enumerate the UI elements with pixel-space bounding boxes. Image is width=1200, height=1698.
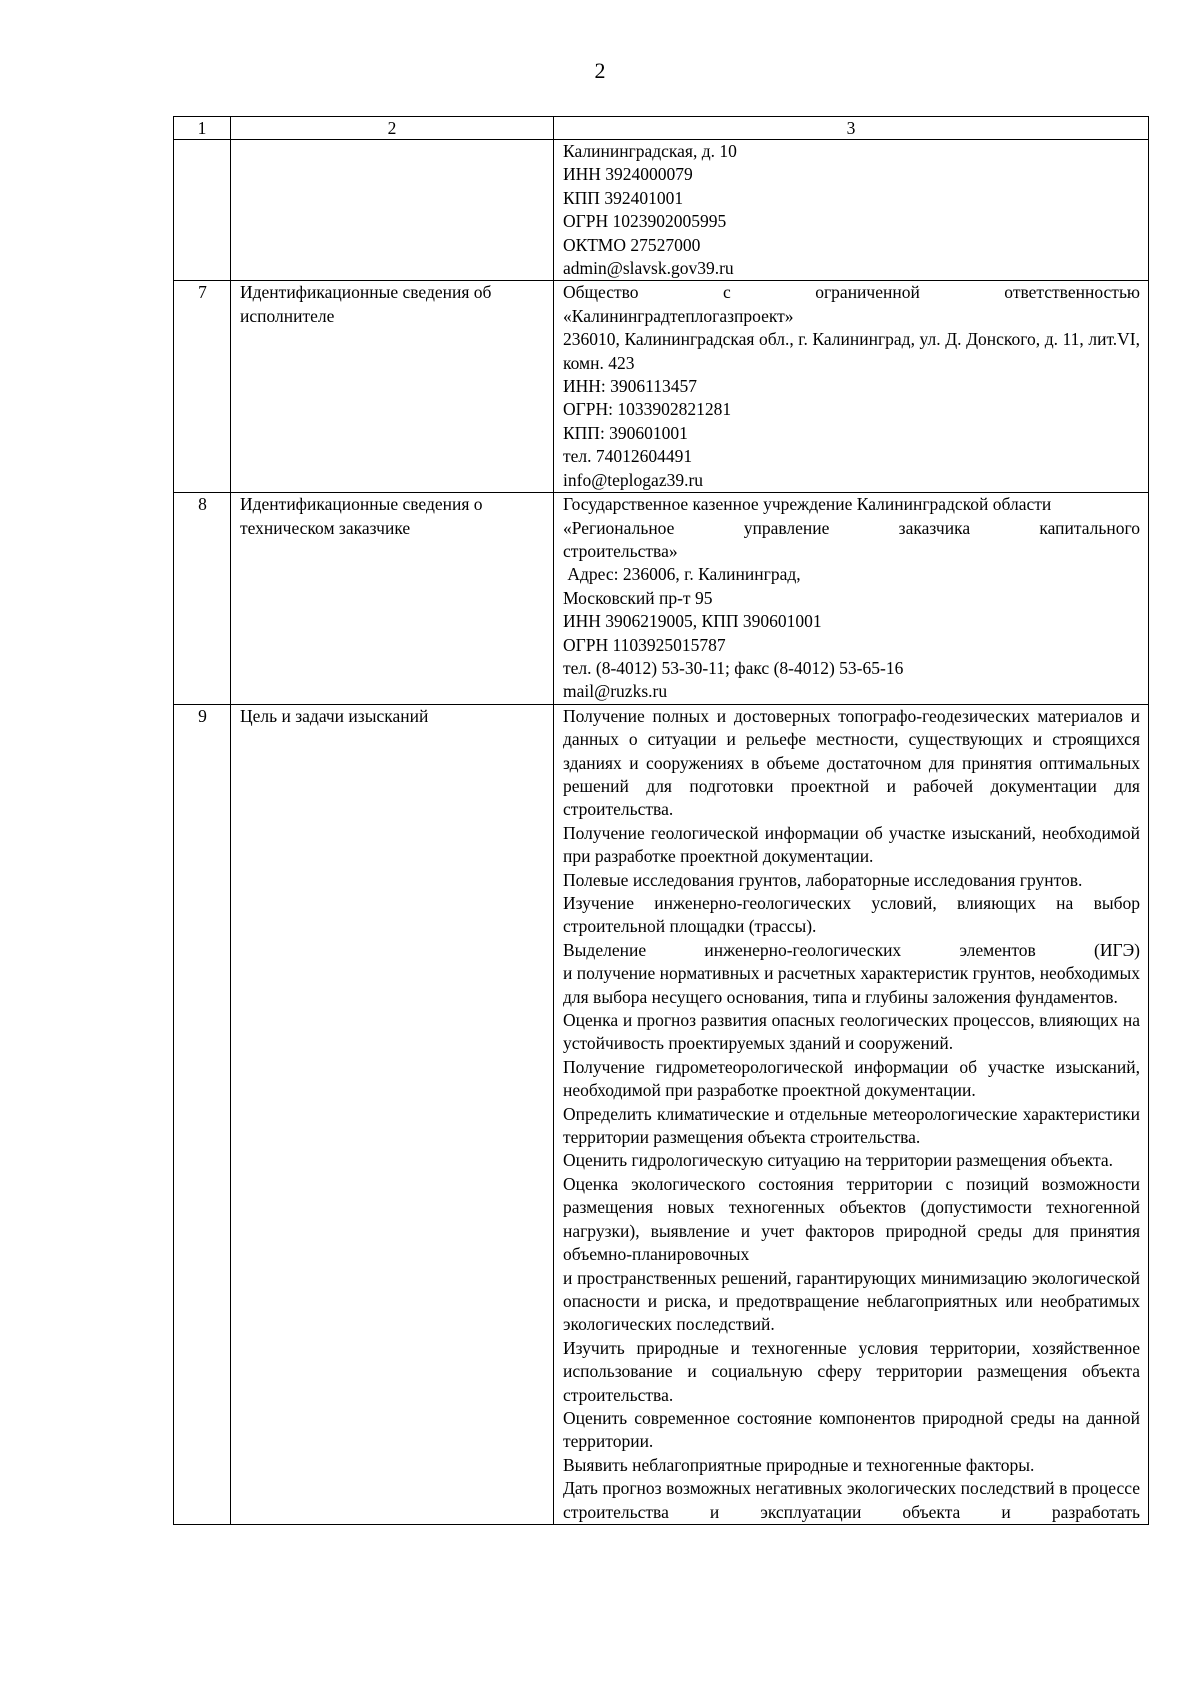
table-header-row	[174, 117, 1149, 140]
paragraph: Полевые исследования грунтов, лабораторные исследования грунтов.	[563, 869, 1083, 890]
value-line: ОГРН 1103925015787	[563, 634, 726, 655]
org-name-line: Государственное казенное учреждение Калининградской области	[563, 494, 1052, 515]
paragraph: Получение гидрометеорологической информации об участке изысканий, необходимой при разработке проектной документации.	[563, 1056, 1140, 1101]
paragraph: Получение геологической информации об участке изысканий, необходимой при разработке проектной документации.	[563, 822, 1140, 867]
value-line: Калининградская, д. 10	[563, 141, 737, 161]
table-row-8	[174, 493, 1149, 705]
paragraph: Определить климатические и отдельные метеорологические характеристики территории размещения объекта строительства.	[563, 1103, 1140, 1148]
value-line: Адрес: 236006, г. Калининград,	[563, 564, 801, 585]
header-col-3: 3	[554, 117, 1149, 140]
row-number: 9	[174, 704, 231, 1524]
value-line: ОГРН 1023902005995	[563, 211, 727, 232]
row-number: 7	[174, 281, 231, 493]
value-line: mail@ruzks.ru	[563, 681, 668, 702]
value-line: ОКТМО 27527000	[563, 234, 701, 255]
paragraph: Изучить природные и техногенные условия территории, хозяйственное использование и социальную сферу территории размещения объекта строительства.	[563, 1337, 1140, 1405]
org-name-line: Общество с ограниченной ответственностью	[563, 282, 1140, 303]
org-name-line: «Калининградтеплогазпроект»	[563, 305, 794, 326]
paragraph: Дать прогноз возможных негативных экологических последствий в процессе строительства и эксплуатации объекта и разработать	[563, 1478, 1140, 1522]
row-number: 8	[174, 493, 231, 705]
value-line: info@teplogaz39.ru	[563, 469, 704, 490]
value-line: ОГРН: 1033902821281	[563, 399, 732, 420]
value-line: ИНН 3924000079	[563, 164, 693, 185]
requirements-table	[173, 116, 1149, 1525]
paragraph: и пространственных решений, гарантирующих минимизацию экологической опасности и риска, и предотвращение неблагоприятных или необратимых экологических последствий.	[563, 1267, 1140, 1335]
paragraph: Изучение инженерно-геологических условий, влияющих на выбор строительной площадки (трассы).	[563, 893, 1140, 937]
row-number-cell	[174, 140, 231, 281]
value-line: тел. (8-4012) 53-30-11; факс (8-4012) 53-65-16	[563, 657, 904, 678]
value-line: тел. 74012604491	[563, 446, 693, 467]
value-line: КПП: 390601001	[563, 422, 688, 443]
value-line: admin@slavsk.gov39.ru	[563, 258, 734, 279]
paragraph: и получение нормативных и расчетных характеристик грунтов, необходимых для выбора несущего основания, типа и глубины заложения фундаментов.	[563, 963, 1140, 1007]
row-value-cell	[554, 140, 1149, 281]
page-number: 2	[594, 58, 606, 83]
org-name-line: «Региональное управление заказчика капитального	[563, 517, 1140, 538]
paragraph: Оценить современное состояние компонентов природной среды на данной территории.	[563, 1407, 1140, 1452]
value-line: ИНН: 3906113457	[563, 376, 698, 397]
row-label-cell	[231, 140, 554, 281]
paragraph: Выявить неблагоприятные природные и техногенные факторы.	[563, 1454, 1035, 1475]
address-text: 236010, Калининградская обл., г. Калининград, ул. Д. Донского, д. 11, лит.VI, комн. 423	[563, 329, 1140, 373]
header-col-2: 2	[231, 117, 554, 140]
value-line: КПП 392401001	[563, 187, 684, 208]
header-col-1: 1	[174, 117, 231, 140]
value-line: ИНН 3906219005, КПП 390601001	[563, 611, 822, 632]
paragraph: Оценка экологического состояния территории с позиций возможности размещения новых техногенных объектов (допустимости техногенной нагрузки), выявление и учет факторов природной среды для принятия объемно-планировочных	[563, 1173, 1140, 1265]
row-value-cell	[554, 704, 1149, 1524]
row-value-cell	[554, 493, 1149, 705]
row-label: Цель и задачи изысканий	[231, 704, 554, 1524]
table-row-7	[174, 281, 1149, 493]
paragraph: Оценка и прогноз развития опасных геологических процессов, влияющих на устойчивость проектируемых зданий и сооружений.	[563, 1010, 1140, 1054]
row-value-cell	[554, 281, 1149, 493]
paragraph: Оценить гидрологическую ситуацию на территории размещения объекта.	[563, 1150, 1114, 1171]
paragraph: Выделение инженерно-геологических элементов (ИГЭ)	[563, 939, 1140, 960]
org-name-line: строительства»	[563, 540, 678, 561]
row-label: Идентификационные сведения о техническом заказчике	[231, 493, 554, 705]
value-line: Московский пр-т 95	[563, 587, 713, 608]
paragraph: Получение полных и достоверных топографо-геодезических материалов и данных о ситуации и рельефе местности, существующих и строящихся зданиях и сооружениях в объеме достаточном для принятия оптимальных решений для подготовки проектной и рабочей документации для строительства.	[563, 705, 1140, 820]
table-row-continued	[174, 140, 1149, 281]
table-row-9	[174, 704, 1149, 1524]
row-label: Идентификационные сведения об исполнителе	[231, 281, 554, 493]
